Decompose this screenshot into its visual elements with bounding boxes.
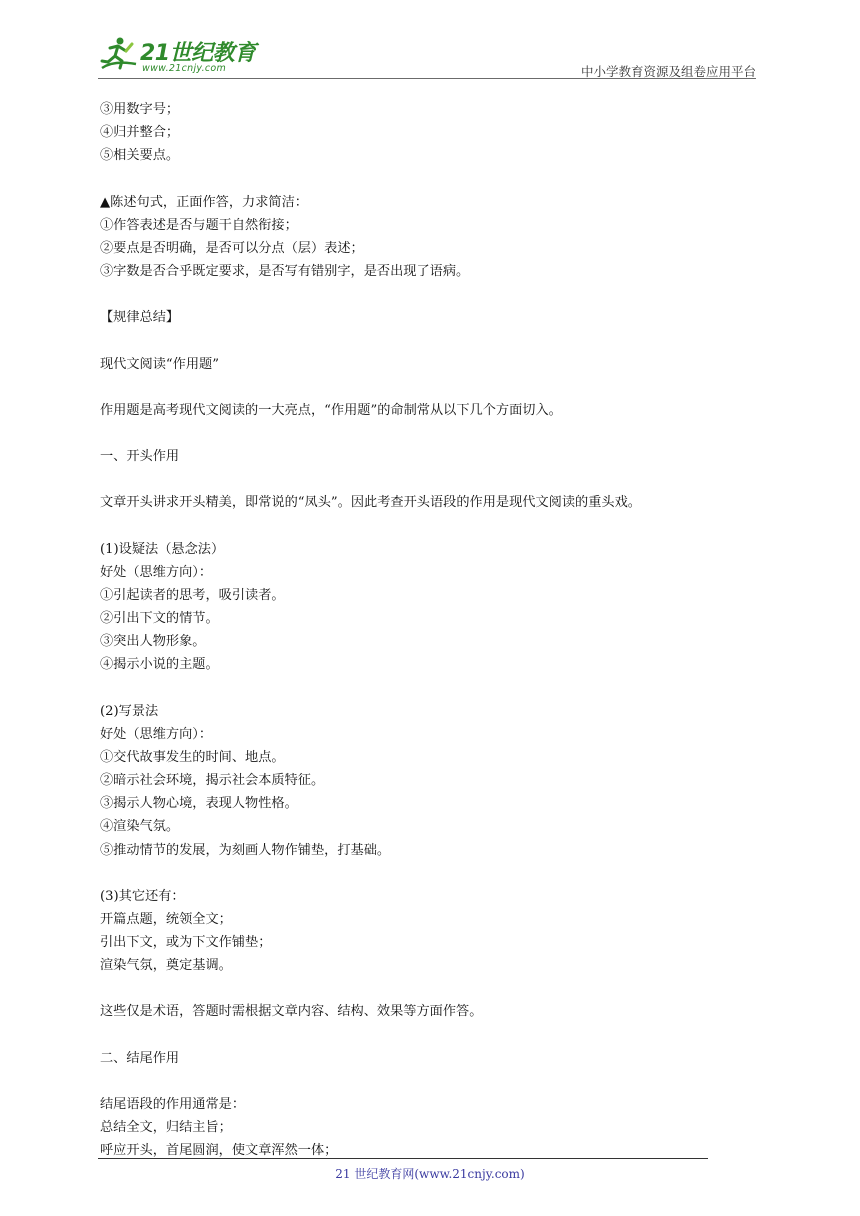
platform-title: 中小学教育资源及组卷应用平台 [580,64,756,79]
blank-line [100,167,760,190]
site-logo [96,34,261,78]
text-line: 呼应开头，首尾圆润，使文章浑然一体； [100,1143,338,1159]
text-line: ①作答表述是否与题干自然衔接； [100,217,298,233]
text-line: ②暗示社会环境，揭示社会本质特征。 [100,773,325,789]
text-line: 这些仅是术语，答题时需根据文章内容、结构、效果等方面作答。 [100,1004,483,1020]
text-line: (2)写景法 [100,703,159,719]
text-line: 【规律总结】 [100,310,180,326]
text-line: ▲陈述句式，正面作答，力求简洁： [100,194,308,210]
text-line: ③突出人物形象。 [100,634,206,650]
text-line: ①交代故事发生的时间、地点。 [100,749,285,765]
text-line: 引出下文，或为下文作铺垫； [100,935,272,951]
blank-line [100,977,760,1000]
document-body [100,98,760,1162]
header-divider [98,78,756,79]
text-line: ①引起读者的思考，吸引读者。 [100,587,285,603]
logo-url: www.21cnjy.com [142,63,227,74]
footer-divider [98,1158,708,1159]
text-line: ⑤相关要点。 [100,148,180,164]
page-header [0,0,860,82]
text-line: 文章开头讲求开头精美，即常说的“凤头”。因此考查开头语段的作用是现代文阅读的重头戏。 [100,495,641,511]
text-line: 一、开头作用 [100,449,180,465]
text-line: (3)其它还有： [100,888,185,904]
runner-logo-icon [96,34,140,78]
text-line: 开篇点题，统领全文； [100,911,232,927]
text-line: ②要点是否明确，是否可以分点（层）表述； [100,240,364,256]
blank-line [100,515,760,538]
text-line: 现代文阅读“作用题” [100,356,219,372]
text-line: ②引出下文的情节。 [100,611,219,627]
text-line: ④渲染气氛。 [100,819,180,835]
blank-line [100,677,760,700]
text-line: ⑤推动情节的发展，为刻画人物作铺垫，打基础。 [100,842,391,858]
blank-line [100,862,760,885]
blank-line [100,283,760,306]
text-line: 二、结尾作用 [100,1050,180,1066]
blank-line [100,376,760,399]
blank-line [100,422,760,445]
text-line: ④揭示小说的主题。 [100,657,219,673]
text-line: 好处（思维方向）： [100,726,213,742]
logo-text: 21世纪教育 [140,41,256,66]
text-line: 结尾语段的作用通常是： [100,1097,246,1113]
text-line: 好处（思维方向）： [100,564,213,580]
text-line: (1)设疑法（悬念法） [100,541,225,557]
footer-text: 21 世纪教育网(www.21cnjy.com) [335,1167,525,1181]
text-line: 渲染气氛，奠定基调。 [100,958,232,974]
blank-line [100,468,760,491]
text-line: ③用数字号； [100,102,180,117]
text-line: 作用题是高考现代文阅读的一大亮点，“作用题”的命制常从以下几个方面切入。 [100,402,562,418]
blank-line [100,329,760,352]
text-line: ③字数是否合乎既定要求，是否写有错别字，是否出现了语病。 [100,263,470,279]
blank-line [100,1024,760,1047]
text-line: 总结全文，归结主旨； [100,1120,232,1136]
text-line: ④归并整合； [100,125,180,141]
text-line: ③揭示人物心境，表现人物性格。 [100,796,298,812]
blank-line [100,1070,760,1093]
